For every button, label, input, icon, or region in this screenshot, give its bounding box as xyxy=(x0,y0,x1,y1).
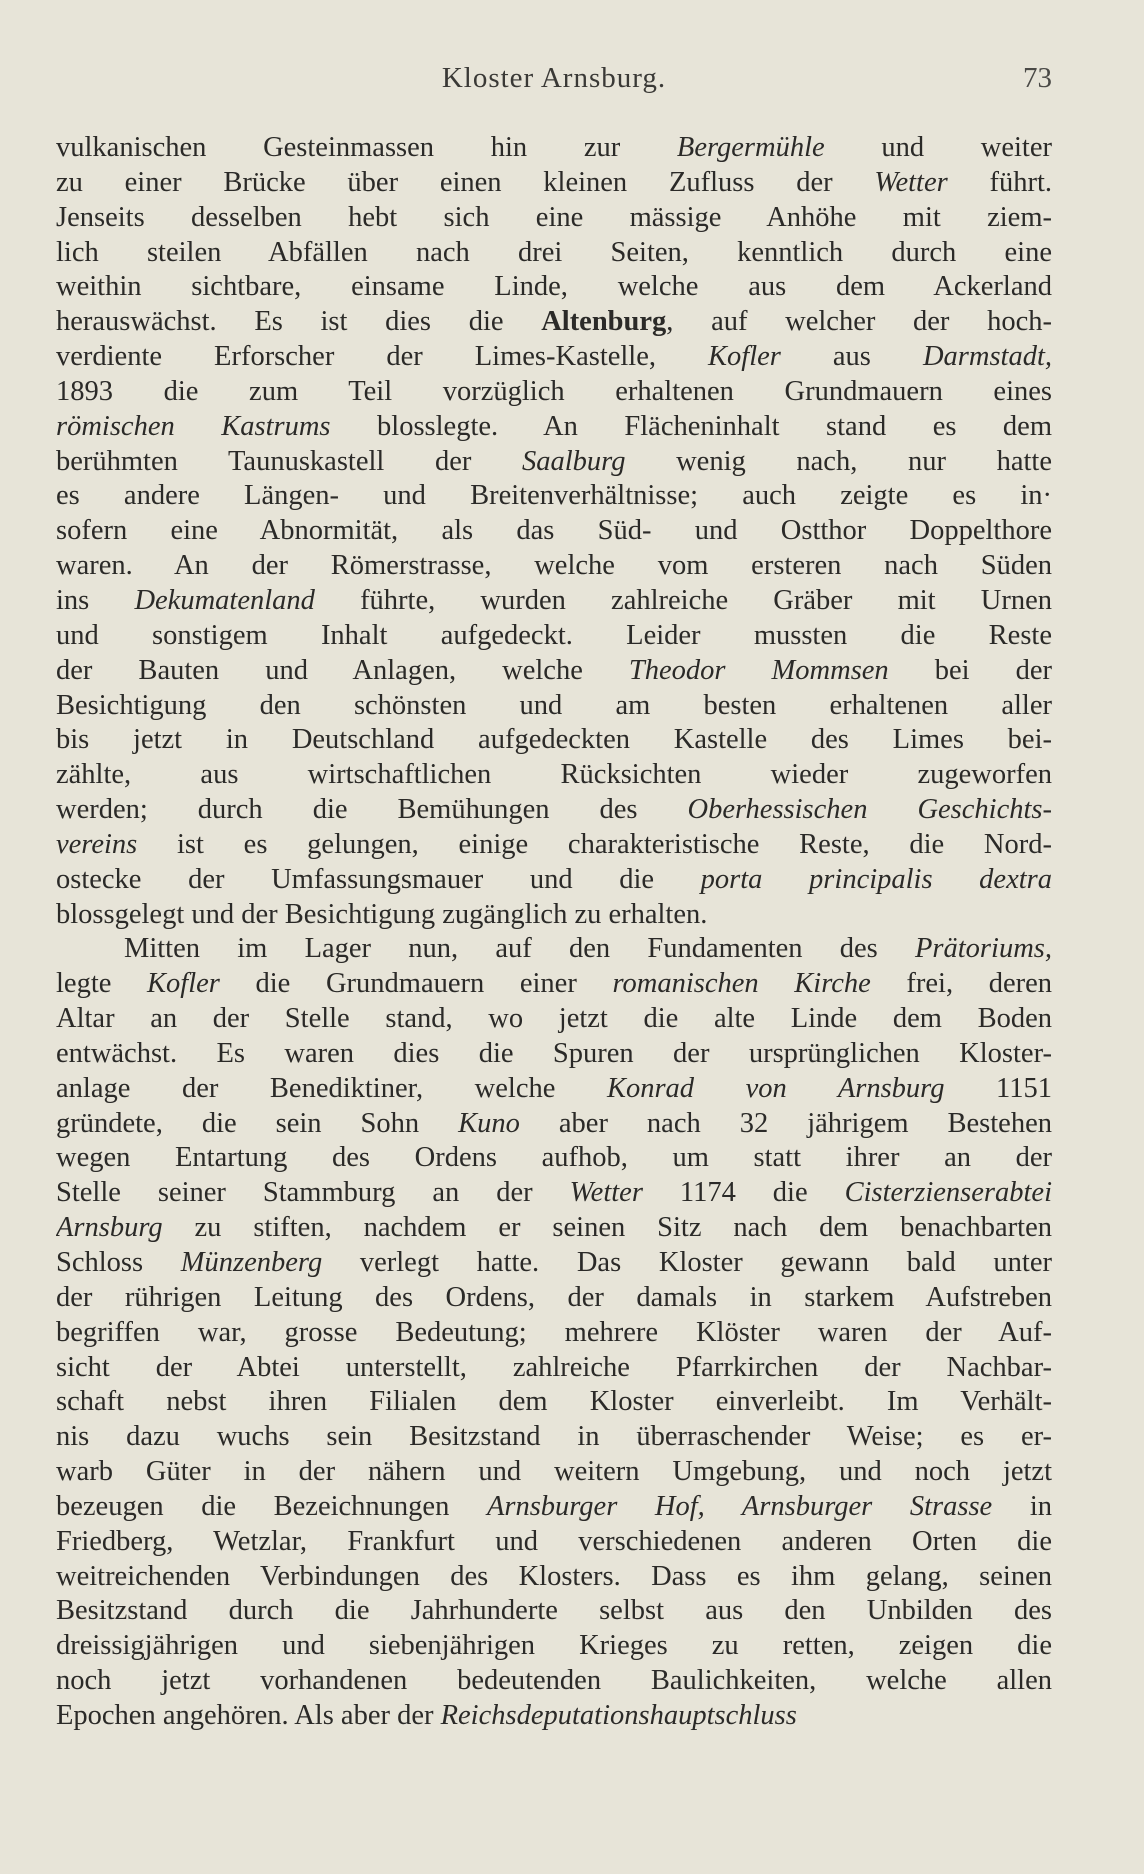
text-segment: bis jetzt in Deutschland aufgedeckten Kastelle des Limes bei- xyxy=(56,724,1052,756)
text-line xyxy=(56,305,1052,340)
text-segment: Mitten im Lager nun, auf den Fundamenten des xyxy=(124,933,916,965)
italic-text: Kofler xyxy=(708,341,781,373)
page-number: 73 xyxy=(1023,62,1052,94)
text-segment: in xyxy=(992,1490,1052,1522)
text-line xyxy=(56,828,1052,863)
italic-text: Arnsburger Hof, Arnsburger Strasse xyxy=(486,1490,993,1522)
text-segment: verdiente Erforscher der Limes-Kastelle, xyxy=(56,341,709,373)
text-line xyxy=(56,1699,1052,1734)
text-line xyxy=(56,479,1052,514)
text-segment: 1151 xyxy=(944,1072,1052,1104)
text-line xyxy=(56,967,1052,1002)
text-line xyxy=(56,1176,1052,1211)
text-segment: aus xyxy=(780,341,923,373)
text-segment: führt. xyxy=(947,166,1052,198)
text-line xyxy=(56,1594,1052,1629)
text-segment: werden; durch die Bemühungen des xyxy=(56,794,688,826)
italic-text: Reichsdeputationshauptschluss xyxy=(440,1699,797,1731)
text-segment: anlage der Benediktiner, welche xyxy=(56,1072,607,1104)
text-segment: und weiter xyxy=(824,132,1052,163)
text-segment: Friedberg, Wetzlar, Frankfurt und verschiedenen anderen Orten die xyxy=(56,1525,1052,1557)
text-segment: Besichtigung den schönsten und am besten erhaltenen aller xyxy=(56,689,1052,721)
text-line xyxy=(56,1107,1052,1142)
text-segment: zu einer Brücke über einen kleinen Zufluss der xyxy=(56,166,875,198)
text-segment: entwächst. Es waren dies die Spuren der ursprünglichen Kloster- xyxy=(56,1037,1052,1069)
text-line xyxy=(56,1246,1052,1281)
text-segment: , auf welcher der hoch- xyxy=(666,306,1052,338)
italic-text: römischen Kastrums xyxy=(56,410,331,442)
text-line xyxy=(56,1072,1052,1107)
italic-text: Kofler xyxy=(147,968,220,1000)
text-segment: gründete, die sein Sohn xyxy=(56,1107,459,1139)
text-segment: sofern eine Abnormität, als das Süd- und Ostthor Doppelthore xyxy=(56,515,1052,547)
text-segment: warb Güter in der nähern und weitern Umgebung, und noch jetzt xyxy=(56,1456,1052,1488)
text-segment: blossgelegt und der Besichtigung zugänglich zu erhalten. xyxy=(56,898,708,930)
body-text xyxy=(56,131,1052,1734)
text-segment: zählte, aus wirtschaftlichen Rücksichten wieder zugeworfen xyxy=(56,759,1052,791)
text-line xyxy=(56,375,1052,410)
text-line xyxy=(56,758,1052,793)
text-line xyxy=(56,1211,1052,1246)
text-line xyxy=(56,410,1052,445)
text-line xyxy=(56,201,1052,236)
italic-text: Kuno xyxy=(458,1107,520,1139)
italic-text: Dekumatenland xyxy=(134,584,315,616)
italic-text: Wetter xyxy=(569,1177,643,1209)
bold-text: Altenburg xyxy=(541,306,667,338)
text-segment: Jenseits desselben hebt sich eine mässige Anhöhe mit ziem- xyxy=(56,201,1052,233)
italic-text: Bergermühle xyxy=(676,132,825,163)
text-line xyxy=(56,1002,1052,1037)
text-segment: es andere Längen- und Breitenverhältnisse; auch zeigte es in· xyxy=(56,480,1052,512)
text-segment: ostecke der Umfassungsmauer und die xyxy=(56,863,701,895)
italic-text: Oberhessischen Geschichts- xyxy=(687,794,1052,826)
text-segment: ins xyxy=(56,584,135,616)
text-line xyxy=(56,445,1052,480)
text-segment: blosslegte. An Flächeninhalt stand es dem xyxy=(330,410,1052,442)
text-line xyxy=(56,166,1052,201)
text-line xyxy=(56,1037,1052,1072)
running-head: Kloster Arnsburg. xyxy=(441,62,667,94)
text-line xyxy=(56,1420,1052,1455)
text-segment: frei, deren xyxy=(870,968,1052,1000)
text-line xyxy=(56,793,1052,828)
text-segment: die Grundmauern einer xyxy=(219,968,613,1000)
text-segment: weithin sichtbare, einsame Linde, welche aus dem Ackerland xyxy=(56,271,1052,303)
text-line xyxy=(56,1629,1052,1664)
text-line xyxy=(56,1316,1052,1351)
text-line xyxy=(56,1351,1052,1386)
text-segment: und sonstigem Inhalt aufgedeckt. Leider mussten die Reste xyxy=(56,619,1052,651)
text-segment: bezeugen die Bezeichnungen xyxy=(56,1490,487,1522)
text-segment: ist es gelungen, einige charakteristische Reste, die Nord- xyxy=(137,828,1052,860)
text-line xyxy=(56,932,1052,967)
text-line xyxy=(56,236,1052,271)
text-segment: aber nach 32 jährigem Bestehen xyxy=(519,1107,1052,1139)
italic-text: Münzenberg xyxy=(180,1247,323,1278)
text-line xyxy=(56,1385,1052,1420)
text-line xyxy=(56,1490,1052,1525)
text-segment: sicht der Abtei unterstellt, zahlreiche Pfarrkirchen der Nachbar- xyxy=(56,1351,1052,1383)
text-segment: der Bauten und Anlagen, welche xyxy=(56,654,629,686)
text-line xyxy=(56,689,1052,724)
text-segment: der rührigen Leitung des Ordens, der damals in starkem Aufstreben xyxy=(56,1281,1052,1313)
text-segment: lich steilen Abfällen nach drei Seiten, kenntlich durch eine xyxy=(56,236,1052,268)
text-segment: noch jetzt vorhandenen bedeutenden Baulichkeiten, welche allen xyxy=(56,1665,1052,1697)
italic-text: romanischen Kirche xyxy=(612,968,871,1000)
text-segment: 1893 die zum Teil vorzüglich erhaltenen Grundmauern eines xyxy=(56,375,1052,407)
text-segment: schaft nebst ihren Filialen dem Kloster einverleibt. Im Verhält- xyxy=(56,1386,1052,1418)
italic-text: Arnsburg xyxy=(56,1212,163,1244)
text-segment: Schloss xyxy=(56,1247,181,1278)
text-line xyxy=(56,1281,1052,1316)
text-segment: Epochen angehören. Als aber der xyxy=(56,1699,441,1731)
text-line xyxy=(56,1560,1052,1595)
text-line xyxy=(56,584,1052,619)
text-line xyxy=(56,131,1052,166)
text-segment: wenig nach, nur hatte xyxy=(625,445,1052,477)
text-line xyxy=(56,514,1052,549)
text-segment: führte, wurden zahlreiche Gräber mit Urnen xyxy=(314,584,1052,616)
text-segment: Besitzstand durch die Jahrhunderte selbst aus den Unbilden des xyxy=(56,1595,1052,1627)
page-header xyxy=(56,62,1052,102)
text-line xyxy=(56,1525,1052,1560)
italic-text: vereins xyxy=(56,828,138,860)
text-segment: bei der xyxy=(888,654,1052,686)
text-segment: 1174 die xyxy=(642,1177,845,1209)
text-line xyxy=(56,1455,1052,1490)
italic-text: Theodor Mommsen xyxy=(628,654,889,686)
italic-text: Cisterzienserabtei xyxy=(844,1177,1052,1209)
text-segment: dreissigjährigen und siebenjährigen Krieges zu retten, zeigen die xyxy=(56,1630,1052,1662)
text-line xyxy=(56,898,1052,933)
text-segment: legte xyxy=(56,968,148,1000)
text-line xyxy=(56,270,1052,305)
italic-text: Saalburg xyxy=(522,445,626,477)
text-segment: waren. An der Römerstrasse, welche vom ersteren nach Süden xyxy=(56,550,1052,582)
text-line xyxy=(56,340,1052,375)
text-line xyxy=(56,1664,1052,1699)
italic-text: porta principalis dextra xyxy=(700,863,1052,895)
text-line xyxy=(56,723,1052,758)
text-segment: wegen Entartung des Ordens aufhob, um statt ihrer an der xyxy=(56,1142,1052,1174)
text-line xyxy=(56,654,1052,689)
text-line xyxy=(56,863,1052,898)
italic-text: Darmstadt, xyxy=(922,341,1052,373)
text-segment: Altar an der Stelle stand, wo jetzt die alte Linde dem Boden xyxy=(56,1003,1052,1035)
text-line xyxy=(56,1141,1052,1176)
text-segment: nis dazu wuchs sein Besitzstand in überraschender Weise; es er- xyxy=(56,1421,1052,1453)
text-line xyxy=(56,549,1052,584)
text-segment: Stelle seiner Stammburg an der xyxy=(56,1177,570,1209)
italic-text: Wetter xyxy=(874,166,948,198)
text-segment: begriffen war, grosse Bedeutung; mehrere Klöster waren der Auf- xyxy=(56,1316,1052,1348)
text-segment: weitreichenden Verbindungen des Klosters. Dass es ihm gelang, seinen xyxy=(56,1560,1052,1592)
text-segment: berühmten Taunuskastell der xyxy=(56,445,522,477)
text-segment: herauswächst. Es ist dies die xyxy=(56,306,542,338)
italic-text: Konrad von Arnsburg xyxy=(606,1072,945,1104)
text-segment: zu stiften, nachdem er seinen Sitz nach dem benachbarten xyxy=(162,1212,1052,1244)
text-line xyxy=(56,619,1052,654)
italic-text: Prätoriums, xyxy=(915,933,1052,965)
text-segment: verlegt hatte. Das Kloster gewann bald unter xyxy=(322,1247,1052,1278)
text-segment: vulkanischen Gesteinmassen hin zur xyxy=(56,132,677,163)
